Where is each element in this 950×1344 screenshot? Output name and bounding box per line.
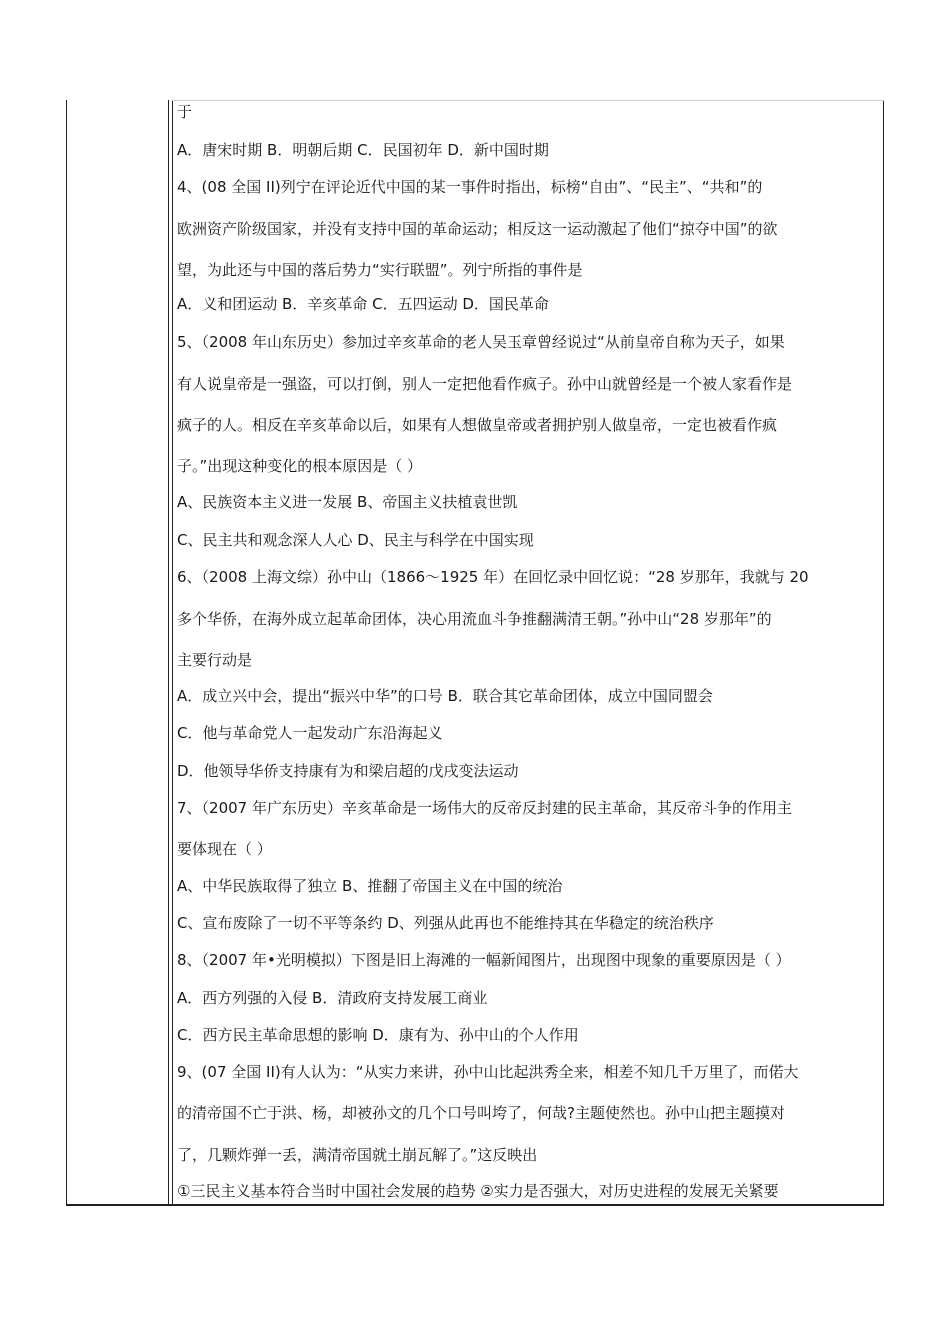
text-line: A．西方列强的入侵 B．清政府支持发展工商业 (177, 989, 488, 1007)
text-line: A、中华民族取得了独立 B、推翻了帝国主义在中国的统治 (177, 877, 563, 895)
table-border-bottom (66, 1204, 884, 1206)
text-line: C、民主共和观念深人人心 D、民主与科学在中国实现 (177, 531, 534, 549)
table-column-divider (168, 100, 169, 1206)
text-line: A．义和团运动 B．辛亥革命 C．五四运动 D．国民革命 (177, 295, 549, 313)
text-line: C．他与革命党人一起发动广东沿海起义 (177, 724, 443, 742)
text-line: A．成立兴中会，提出“振兴中华”的口号 B．联合其它革命团体，成立中国同盟会 (177, 687, 713, 705)
text-line: 疯子的人。相反在辛亥革命以后，如果有人想做皇帝或者拥护别人做皇帝，一定也被看作疯 (177, 416, 778, 434)
text-line: 7、（2007 年广东历史）辛亥革命是一场伟大的反帝反封建的民主革命，其反帝斗争的作用主 (177, 799, 792, 817)
text-line: 望，为此还与中国的落后势力“实行联盟”。列宁所指的事件是 (177, 261, 583, 279)
text-line: 欧洲资产阶级国家，并没有支持中国的革命运动；相反这一运动激起了他们“掠夺中国”的欲 (177, 220, 778, 238)
text-line: A、民族资本主义进一发展 B、帝国主义扶植袁世凯 (177, 493, 518, 511)
text-line: 主要行动是 (177, 651, 253, 669)
text-line: 8、（2007 年•光明模拟）下图是旧上海滩的一幅新闻图片，出现图中现象的重要原因是（ ） (177, 951, 791, 969)
text-line: 5、（2008 年山东历史）参加过辛亥革命的老人吴玉章曾经说过“从前皇帝自称为天子，如果 (177, 333, 785, 351)
table-border-left (66, 100, 67, 1206)
text-line: 多个华侨，在海外成立起革命团体，决心用流血斗争推翻满清王朝。”孙中山“28 岁那年”的 (177, 610, 772, 628)
text-line: 6、（2008 上海文综）孙中山（1866～1925 年）在回忆录中回忆说：“28 岁那年，我就与 20 (177, 568, 809, 586)
text-line: C、宣布废除了一切不平等条约 D、列强从此再也不能维持其在华稳定的统治秩序 (177, 914, 714, 932)
text-line: C．西方民主革命思想的影响 D．康有为、孙中山的个人作用 (177, 1026, 579, 1044)
text-line: A．唐宋时期 B．明朝后期 C．民国初年 D．新中国时期 (177, 141, 549, 159)
text-line: 的清帝国不亡于洪、杨，却被孙文的几个口号叫垮了，何哉?主题使然也。孙中山把主题摸对 (177, 1104, 785, 1122)
text-line: D．他领导华侨支持康有为和梁启超的戊戌变法运动 (177, 762, 519, 780)
text-line: 子。”出现这种变化的根本原因是（ ） (177, 457, 423, 475)
text-line: 4、(08 全国 II)列宁在评论近代中国的某一事件时指出，标榜“自由”、“民主”、“共和”的 (177, 178, 763, 196)
table-border-top (172, 100, 884, 101)
text-line: 要体现在（ ） (177, 840, 272, 858)
table-border-right (883, 100, 884, 1206)
text-line: 有人说皇帝是一强盗，可以打倒，别人一定把他看作疯子。孙中山就曾经是一个被人家看作是 (177, 375, 793, 393)
text-line: 了，几颗炸弹一丢，满清帝国就土崩瓦解了。”这反映出 (177, 1146, 538, 1164)
text-line: 9、(07 全国 II)有人认为：“从实力来讲，孙中山比起洪秀全来，相差不知几千万里了，而偌大 (177, 1063, 799, 1081)
text-line: 于 (177, 103, 193, 121)
text-line: ①三民主义基本符合当时中国社会发展的趋势 ②实力是否强大，对历史进程的发展无关紧要 (177, 1182, 779, 1200)
table-column-divider (172, 100, 173, 1206)
